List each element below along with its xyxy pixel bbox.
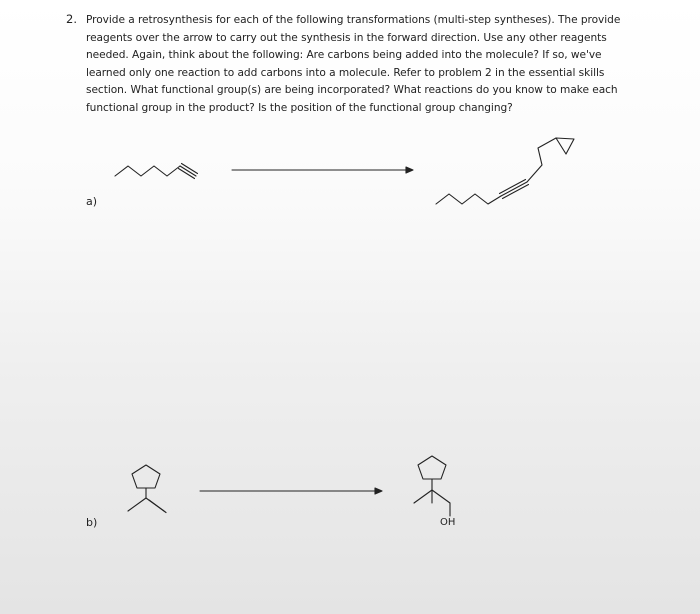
part-a-starting-material xyxy=(115,164,198,179)
part-a-product xyxy=(436,138,574,204)
part-b-reaction-arrow[interactable] xyxy=(200,488,382,494)
question-text: Provide a retrosynthesis for each of the following transformations (multi-step syntheses). The provide reagents over the arrow to carry out the synthesis in the forward direction. Use any other reagents needed. Again, think about the following: Are carbons being added into the molecule? If so, we've learned only one reaction to add carbons into a molecule. Refer to problem 2 in the essential skills section. What functional group(s) are being incorporated? What reactions do you know to make each functional group in the product? Is the position of the functional group changing? xyxy=(86,14,621,114)
question-number: 2. xyxy=(66,12,77,26)
part-a-label: a) xyxy=(86,195,98,208)
part-b-product xyxy=(414,456,450,516)
part-b-starting-material xyxy=(128,465,166,513)
part-b-label: b) xyxy=(86,516,98,529)
part-a-reaction-arrow[interactable] xyxy=(232,167,413,173)
hydroxyl-label: OH xyxy=(440,517,456,528)
